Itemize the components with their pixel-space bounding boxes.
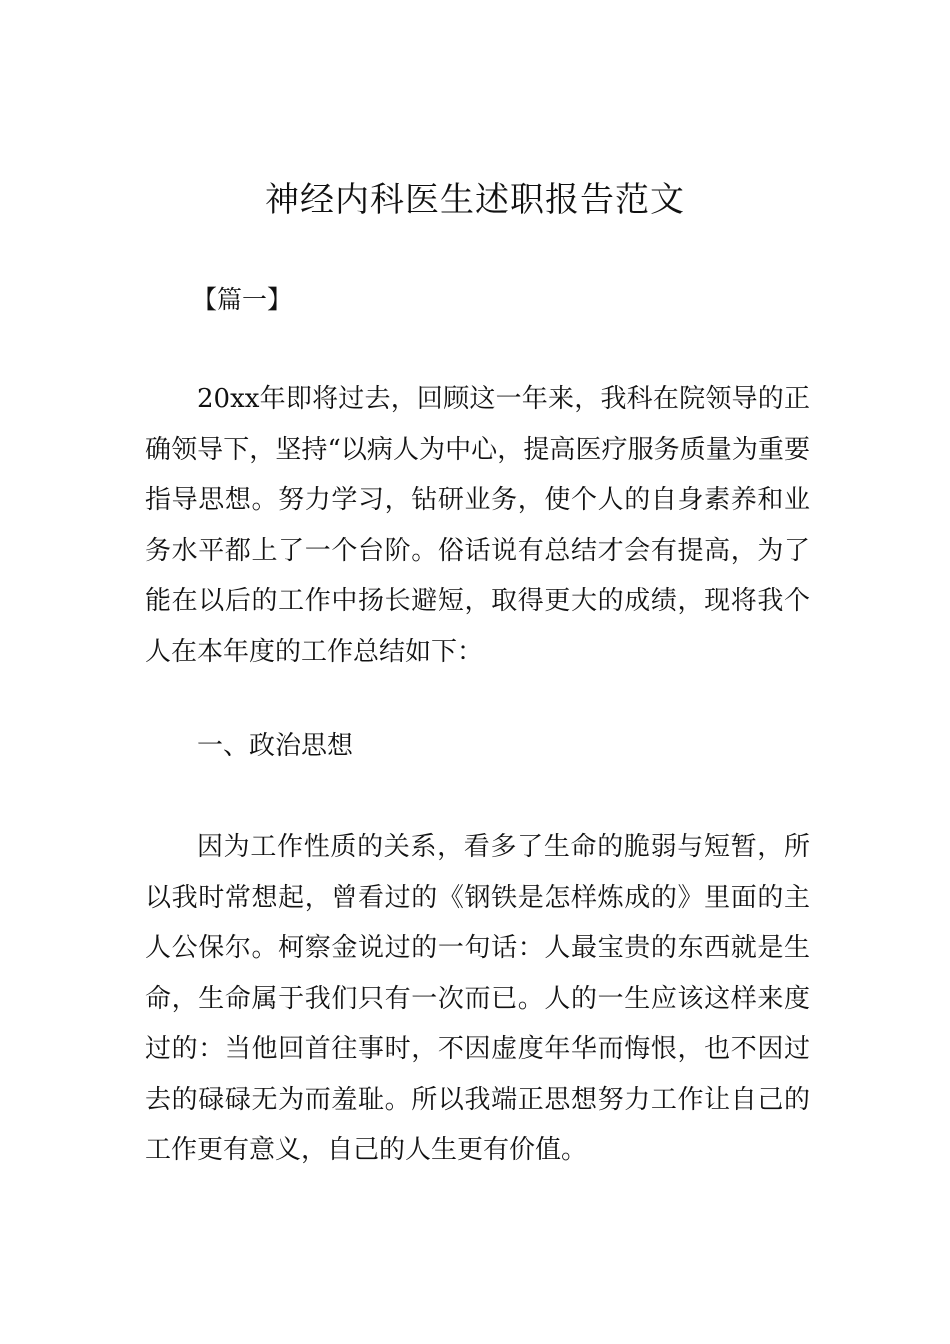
section-heading-political-thought: 一、政治思想 [197, 731, 354, 761]
section-label: 【篇一】 [192, 285, 293, 314]
document-title: 神经内科医生述职报告范文 [265, 180, 685, 220]
paragraph-intro: 20xx年即将过去，回顾这一年来，我科在院领导的正确领导下，坚持“以病人为中心，提高医疗服务质量为重要指导思想。努力学习，钻研业务，使个人的自身素养和业务水平都上了一个台阶。俗话说有总结才会有提高，为了能在以后的工作中扬长避短，取得更大的成绩，现将我个人在本年度的工作总结如下： [145, 384, 810, 667]
paragraph-political-thought: 因为工作性质的关系，看多了生命的脆弱与短暂，所以我时常想起，曾看过的《钢铁是怎样炼成的》里面的主人公保尔。柯察金说过的一句话：人最宝贵的东西就是生命，生命属于我们只有一次而已。人的一生应该这样来度过的：当他回首往事时，不因虚度年华而悔恨，也不因过去的碌碌无为而羞耻。所以我端正思想努力工作让自己的工作更有意义，自己的人生更有价值。 [145, 832, 810, 1165]
